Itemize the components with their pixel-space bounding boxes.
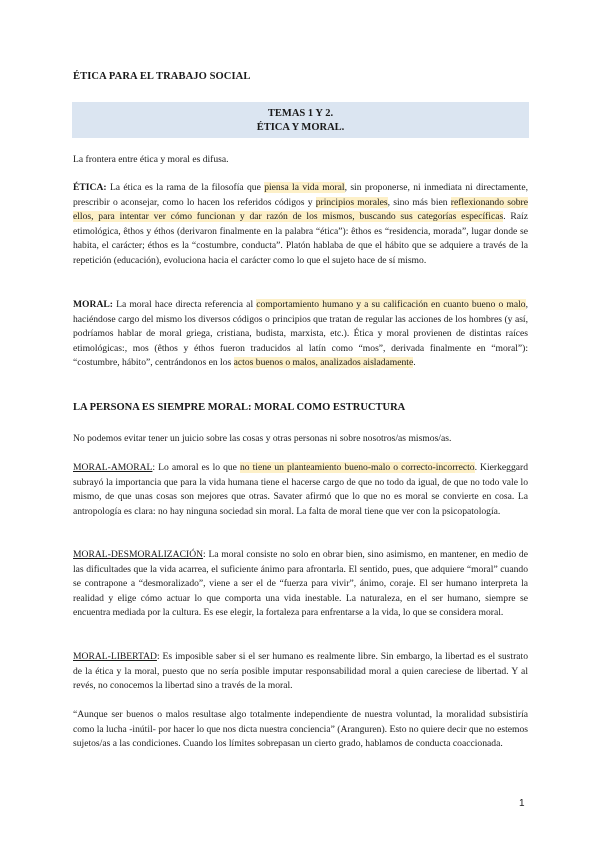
amoral-text-2: . Kierkeggard subrayó la importancia que para la vida humana tiene el hacerse cargo de que no todo da igual, de que no todo vale lo mismo, de que unas cosas son mejores que otras. Savater afirmó que lo que no es moral se convierte en cosa. La antropología es clara: no hay ninguna sociedad sin moral. La falta de moral tiene que ver con la psicopatología. [73,462,529,517]
quote-paragraph: “Aunque ser buenos o malos resultase algo totalmente independiente de nuestra voluntad, la moralidad subsistiría como la lucha -inútil- por hacer lo que nos dicta nuestra conciencia” (Aranguren). Esto no quiere decir que no estemos sujetos/as a las condiciones. Cuando los límites sobrepasan un cierto grado, hablamos de conducta coaccionada. [73,709,529,750]
amoral-text-1: : Lo amoral es lo que [152,462,240,473]
libertad-label: MORAL-LIBERTAD [73,651,157,662]
etica-text-4: . Raíz etimológica, êthos y éthos (derivaron finalmente en la palabra “ética”): êthos es “residencia, morada”, lugar donde se habita, el carácter; éthos es la “costumbre, conducta”. Platón hablaba de que el hábito que se adquiere a través de la repetición (educación), evoluciona hacia el carácter como lo que el sujeto hace de sí mismo. [73,211,528,266]
moral-highlight-1: comportamiento humano y a su calificación en cuanto bueno o malo [256,299,526,310]
etica-text-1: La ética es la rama de la filosofía que [106,182,265,193]
judgement-paragraph: No podemos evitar tener un juicio sobre las cosas y otras personas ni sobre nosotros/as mismos/as. [73,433,452,444]
document-title: ÉTICA PARA EL TRABAJO SOCIAL [73,71,251,82]
moral-paragraph [73,298,528,371]
amoral-label: MORAL-AMORAL [73,462,153,473]
desmoralizacion-paragraph [73,548,528,621]
moral-label: MORAL: [73,299,113,310]
moral-highlight-2: actos buenos o malos, analizados aisladamente [233,357,414,369]
etica-highlight-2: principios morales [315,196,388,208]
etica-highlight-1: piensa la vida moral [264,182,345,193]
moral-text-2: , haciéndose cargo del mismo los diversos códigos o principios que tratan de regular las acciones de los hombres (y así, podríamos hablar de moral griega, cristiana, budista, marxista, etc.). Ética y moral provienen de distintas raíces etimológicas:, mos (êthos y éthos fueron traducidos al latín como “mos”, derivada finalmente en “moral”): “costumbre, hábito”, centrándonos en los [73,299,528,369]
amoral-paragraph [73,461,528,519]
moral-text-3: . [413,357,416,369]
libertad-text: : Es imposible saber si el ser humano es realmente libre. Sin embargo, la libertad es el sustrato de la ética y la moral, puesto que no sería posible imputar responsabilidad moral a quien careciese de libertad. Y al revés, no conocemos la libertad sino a través de la moral. [73,651,528,692]
desmoralizacion-label: MORAL-DESMORALIZACIÓN [73,549,204,560]
amoral-highlight: no tiene un planteamiento bueno-malo o correcto-incorrecto [240,462,475,473]
moral-text-1: La moral hace directa referencia al [112,299,257,310]
etica-text-3: , sino más bien [387,196,451,208]
page-number: 1 [519,798,525,809]
etica-label: ÉTICA: [73,182,107,193]
topic-banner [72,102,529,138]
libertad-paragraph [73,650,528,694]
section-heading: LA PERSONA ES SIEMPRE MORAL: MORAL COMO ESTRUCTURA [73,402,406,413]
etica-highlight-3: reflexionando sobre ellos, para intentar ver cómo funcionan y dar razón de los mismos, buscando sus categorías específicas [73,196,528,223]
desmoralizacion-text: : La moral consiste no solo en obrar bien, sino asimismo, en mantener, en medio de las dificultades que la vida acarrea, el suficiente ánimo para afrontarla. El sentido, pues, que adquiere “moral” cuando se contrapone a “desmoralizado”, viene a ser el de “fuerza para vivir”, ánimo, coraje. El ser humano interpreta la realidad y elige cómo actuar lo que comporta una vida inestable. La naturaleza, en el ser humano, siempre se encuentra mediada por la cultura. Es ese elegir, la fortaleza para enfrentarse a la vida, lo que se considera moral. [73,549,528,619]
banner-line-1: TEMAS 1 Y 2. [267,108,334,119]
intro-paragraph: La frontera entre ética y moral es difusa. [73,154,229,165]
etica-paragraph [73,181,528,269]
etica-text-2: , sin proponerse, ni inmediata ni directamente, prescribir o aconsejar, como lo hacen los referidos códigos y [73,182,528,208]
banner-line-2: ÉTICA Y MORAL. [256,122,345,133]
